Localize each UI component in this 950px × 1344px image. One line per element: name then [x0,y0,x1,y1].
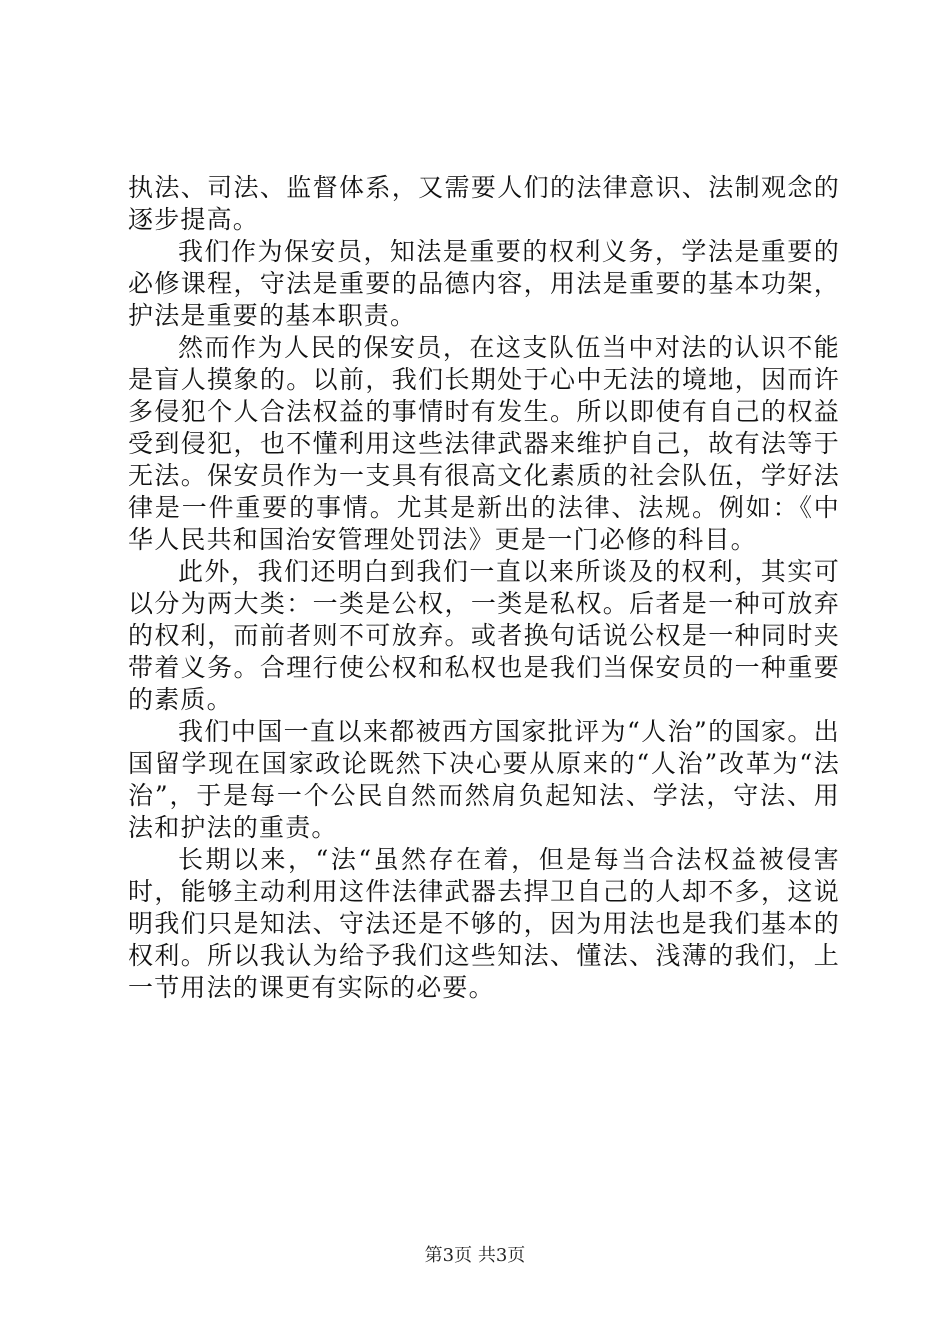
page-footer: 第3页 共3页 [424,1245,526,1266]
paragraph-4: 此外，我们还明白到我们一直以来所谈及的权利，其实可以分为两大类：一类是公权，一类是私权。后者是一种可放弃的权利，而前者则不可放弃。或者换句话说公权是一种同时夹带着义务。合理行使公权和私权也是我们当保安员的一种重要的素质。 [128,557,840,714]
paragraph-1: 执法、司法、监督体系，又需要人们的法律意识、法制观念的逐步提高。 [128,173,840,234]
paragraph-6: 长期以来，“法“虽然存在着，但是每当合法权益被侵害时，能够主动利用这件法律武器去捍卫自己的人却不多，这说明我们只是知法、守法还是不够的，因为用法也是我们基本的权利。所以我认为给予我们这些知法、懂法、浅薄的我们，上一节用法的课更有实际的必要。 [128,845,840,1002]
paragraph-3: 然而作为人民的保安员，在这支队伍当中对法的认识不能是盲人摸象的。以前，我们长期处于心中无法的境地，因而许多侵犯个人合法权益的事情时有发生。所以即使有自己的权益受到侵犯，也不懂利用这些法律武器来维护自己，故有法等于无法。保安员作为一支具有很高文化素质的社会队伍，学好法律是一件重要的事情。尤其是新出的法律、法规。例如：《中华人民共和国治安管理处罚法》更是一门必修的科目。 [128,333,840,554]
document-body [128,172,840,1004]
paragraph-5: 我们中国一直以来都被西方国家批评为“人治”的国家。出国留学现在国家政论既然下决心要从原来的“人治”改革为“法治”，于是每一个公民自然而然肩负起知法、学法，守法、用法和护法的重责。 [128,717,840,842]
paragraph-2: 我们作为保安员，知法是重要的权利义务，学法是重要的必修课程，守法是重要的品德内容，用法是重要的基本功架，护法是重要的基本职责。 [128,237,840,330]
